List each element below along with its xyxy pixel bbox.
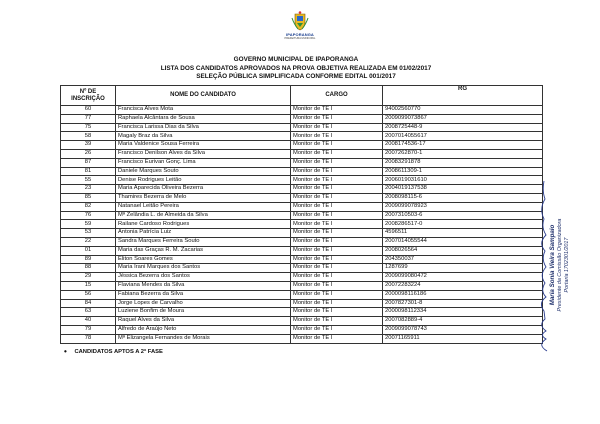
cell-nome: Alfredo de Araújo Neto xyxy=(116,325,291,334)
cell-rg: 2009099073867 xyxy=(383,114,543,123)
cell-nome: Jéssica Bezerra dos Santos xyxy=(116,273,291,282)
cell-rg: 2006019031610 xyxy=(383,176,543,185)
cell-cargo: Monitor de TE I xyxy=(291,167,383,176)
document-header xyxy=(60,56,532,82)
cell-cargo: Monitor de TE I xyxy=(291,246,383,255)
table-row xyxy=(61,255,543,264)
seal-sublabel: PREFEITURA MUNICIPAL xyxy=(284,37,316,40)
cell-nome: Mª Zelândia L. de Almeida da Silva xyxy=(116,211,291,220)
cell-cargo: Monitor de TE I xyxy=(291,202,383,211)
cell-rg: 94002560770 xyxy=(383,106,543,115)
cell-inscricao: 75 xyxy=(61,123,116,132)
cell-nome: Maria das Graças R. M. Zacarias xyxy=(116,246,291,255)
cell-rg: 1287699 xyxy=(383,264,543,273)
table-row xyxy=(61,299,543,308)
cell-rg: 2007262870-1 xyxy=(383,149,543,158)
cell-inscricao: 59 xyxy=(61,220,116,229)
cell-nome: Magaly Braz da Silva xyxy=(116,132,291,141)
cell-nome: Raquel Alves da Silva xyxy=(116,317,291,326)
cell-rg: 2007827301-8 xyxy=(383,299,543,308)
table-row xyxy=(61,193,543,202)
cell-cargo: Monitor de TE I xyxy=(291,308,383,317)
header-inscricao-line2: INSCRIÇÃO xyxy=(71,95,105,102)
cell-cargo: Monitor de TE I xyxy=(291,114,383,123)
header-nome: NOME DO CANDIDATO xyxy=(116,86,291,106)
table-row xyxy=(61,132,543,141)
cell-inscricao: 88 xyxy=(61,264,116,273)
cell-cargo: Monitor de TE I xyxy=(291,273,383,282)
cell-cargo: Monitor de TE I xyxy=(291,220,383,229)
table-row xyxy=(61,229,543,238)
cell-inscricao: 84 xyxy=(61,299,116,308)
signatory-portaria: Portaria 1702301/2017 xyxy=(564,237,570,293)
cell-rg: 2008725448-9 xyxy=(383,123,543,132)
cell-rg: 4596511 xyxy=(383,229,543,238)
cell-rg: 2000098116186 xyxy=(383,290,543,299)
cell-cargo: Monitor de TE I xyxy=(291,211,383,220)
table-row xyxy=(61,237,543,246)
table-row xyxy=(61,141,543,150)
cell-rg: 2008026564 xyxy=(383,246,543,255)
cell-cargo: Monitor de TE I xyxy=(291,299,383,308)
cell-rg: 2008611309-1 xyxy=(383,167,543,176)
cell-cargo: Monitor de TE I xyxy=(291,264,383,273)
footnote-text: CANDIDATOS APTOS A 2ª FASE xyxy=(74,349,163,355)
cell-rg: 2008286517-0 xyxy=(383,220,543,229)
cell-nome: Thamires Bezerra de Melo xyxy=(116,193,291,202)
cell-nome: Mª Elizangela Fernandes de Morais xyxy=(116,334,291,343)
table-row xyxy=(61,123,543,132)
cell-inscricao: 89 xyxy=(61,255,116,264)
cell-nome: Railane Cardoso Rodrigues xyxy=(116,220,291,229)
cell-inscricao: 77 xyxy=(61,114,116,123)
coat-of-arms-icon xyxy=(289,10,311,32)
cell-cargo: Monitor de TE I xyxy=(291,176,383,185)
header-inscricao xyxy=(61,86,116,106)
header-cargo: CARGO xyxy=(291,86,383,106)
cell-rg: 2008329187​8 xyxy=(383,158,543,167)
cell-cargo: Monitor de TE I xyxy=(291,149,383,158)
cell-cargo: Monitor de TE I xyxy=(291,237,383,246)
cell-cargo: Monitor de TE I xyxy=(291,158,383,167)
table-row xyxy=(61,246,543,255)
cell-rg: 2008174536-17 xyxy=(383,141,543,150)
cell-inscricao: 39 xyxy=(61,141,116,150)
header-rg-label: RG xyxy=(458,86,467,92)
header-government: GOVERNO MUNICIPAL DE IPAPORANGA xyxy=(233,56,359,63)
cell-inscricao: 29 xyxy=(61,273,116,282)
table-row xyxy=(61,281,543,290)
table-row xyxy=(61,334,543,343)
cell-inscricao: 87 xyxy=(61,158,116,167)
cell-rg: 2007014055544 xyxy=(383,237,543,246)
cell-rg: 2007082889-4 xyxy=(383,317,543,326)
table-row xyxy=(61,211,543,220)
cell-inscricao: 15 xyxy=(61,281,116,290)
cell-inscricao: 78 xyxy=(61,334,116,343)
candidates-table xyxy=(60,85,543,344)
cell-inscricao: 56 xyxy=(61,290,116,299)
cell-cargo: Monitor de TE I xyxy=(291,193,383,202)
cell-inscricao: 22 xyxy=(61,237,116,246)
cell-cargo: Monitor de TE I xyxy=(291,281,383,290)
cell-nome: Francisco Denilson Alves da Silva xyxy=(116,149,291,158)
cell-nome: Flaviana Mendes da Silva xyxy=(116,281,291,290)
signatory-role: Presidente da Comissão Organizadora xyxy=(557,218,563,312)
cell-rg: 20071165911 xyxy=(383,334,543,343)
cell-nome: Maria Irani Marques dos Santos xyxy=(116,264,291,273)
cell-nome: Francisca Alves Mota xyxy=(116,106,291,115)
cell-inscricao: 85 xyxy=(61,193,116,202)
cell-cargo: Monitor de TE I xyxy=(291,334,383,343)
cell-nome: Maria Valdenice Sousa Ferreira xyxy=(116,141,291,150)
header-rg xyxy=(383,86,543,106)
cell-cargo: Monitor de TE I xyxy=(291,317,383,326)
cell-nome: Eliton Soares Gomes xyxy=(116,255,291,264)
table-row xyxy=(61,273,543,282)
cell-inscricao: 81 xyxy=(61,167,116,176)
bullet-icon: • xyxy=(64,347,67,356)
cell-inscricao: 55 xyxy=(61,176,116,185)
cell-cargo: Monitor de TE I xyxy=(291,123,383,132)
cell-rg: 2009099078743 xyxy=(383,325,543,334)
cell-nome: Denise Rodrigues Leitão xyxy=(116,176,291,185)
municipal-seal xyxy=(280,10,320,54)
table-row xyxy=(61,149,543,158)
cell-inscricao: 26 xyxy=(61,149,116,158)
cell-cargo: Monitor de TE I xyxy=(291,132,383,141)
cell-inscricao: 63 xyxy=(61,308,116,317)
table-row xyxy=(61,158,543,167)
cell-nome: Francisca Larissa Dias da Silva xyxy=(116,123,291,132)
cell-nome: Raphaela Alcântara de Sousa xyxy=(116,114,291,123)
cell-nome: Luziene Bonfim de Moura xyxy=(116,308,291,317)
cell-inscricao: 82 xyxy=(61,202,116,211)
cell-rg: 2009099080472 xyxy=(383,273,543,282)
cell-rg: 2007310503-6 xyxy=(383,211,543,220)
cell-inscricao: 60 xyxy=(61,106,116,115)
table-row xyxy=(61,325,543,334)
table-row xyxy=(61,167,543,176)
table-row xyxy=(61,290,543,299)
cell-inscricao: 40 xyxy=(61,317,116,326)
cell-nome: Jorge Lopes de Carvalho xyxy=(116,299,291,308)
table-row xyxy=(61,202,543,211)
cell-nome: Fabiana Bezerra da Silva xyxy=(116,290,291,299)
cell-inscricao: 23 xyxy=(61,185,116,194)
cell-cargo: Monitor de TE I xyxy=(291,141,383,150)
table-body xyxy=(61,106,543,344)
signature-block xyxy=(535,135,585,395)
table-row xyxy=(61,185,543,194)
cell-rg: 2009099078923 xyxy=(383,202,543,211)
cell-rg: 2007014055617 xyxy=(383,132,543,141)
table-row xyxy=(61,317,543,326)
header-list-title: LISTA DOS CANDIDATOS APROVADOS NA PROVA OBJETIVA REALIZADA EM 01/02/2017 xyxy=(160,64,432,72)
cell-cargo: Monitor de TE I xyxy=(291,229,383,238)
table-row xyxy=(61,176,543,185)
cell-inscricao: 58 xyxy=(61,132,116,141)
cell-nome: Sandra Marques Ferreira Souto xyxy=(116,237,291,246)
table-row xyxy=(61,308,543,317)
cell-cargo: Monitor de TE I xyxy=(291,106,383,115)
header-selection: SELEÇÃO PÚBLICA SIMPLIFICADA CONFORME EDITAL 001/2017 xyxy=(196,73,396,80)
header-inscricao-line1: Nº DE xyxy=(79,88,97,95)
cell-rg: 20072283224 xyxy=(383,281,543,290)
signatory-name: Maria Sonia Vieira Sampaio xyxy=(549,224,556,306)
cell-rg: 2004019137538 xyxy=(383,185,543,194)
cell-nome: Francisco Eurivan Gonç. Lima xyxy=(116,158,291,167)
table-header-row xyxy=(61,86,543,106)
cell-rg: 2008098115-6 xyxy=(383,193,543,202)
cell-inscricao: 79 xyxy=(61,325,116,334)
cell-nome: Maria Aparecida Oliveira Bezerra xyxy=(116,185,291,194)
footnote xyxy=(64,347,163,356)
cell-inscricao: 01 xyxy=(61,246,116,255)
cell-nome: Antonia Patrícia Luiz xyxy=(116,229,291,238)
cell-cargo: Monitor de TE I xyxy=(291,185,383,194)
cell-inscricao: 76 xyxy=(61,211,116,220)
table-row xyxy=(61,264,543,273)
cell-inscricao: 53 xyxy=(61,229,116,238)
table-row xyxy=(61,220,543,229)
cell-rg: 204350037 xyxy=(383,255,543,264)
cell-nome: Daniele Marques Souto xyxy=(116,167,291,176)
cell-cargo: Monitor de TE I xyxy=(291,290,383,299)
cell-cargo: Monitor de TE I xyxy=(291,325,383,334)
cell-nome: Natanael Leitão Pereira xyxy=(116,202,291,211)
seal-label: IPAPORANGA xyxy=(286,32,314,37)
table-row xyxy=(61,114,543,123)
cell-cargo: Monitor de TE I xyxy=(291,255,383,264)
cell-rg: 2000098112334 xyxy=(383,308,543,317)
table-row xyxy=(61,106,543,115)
